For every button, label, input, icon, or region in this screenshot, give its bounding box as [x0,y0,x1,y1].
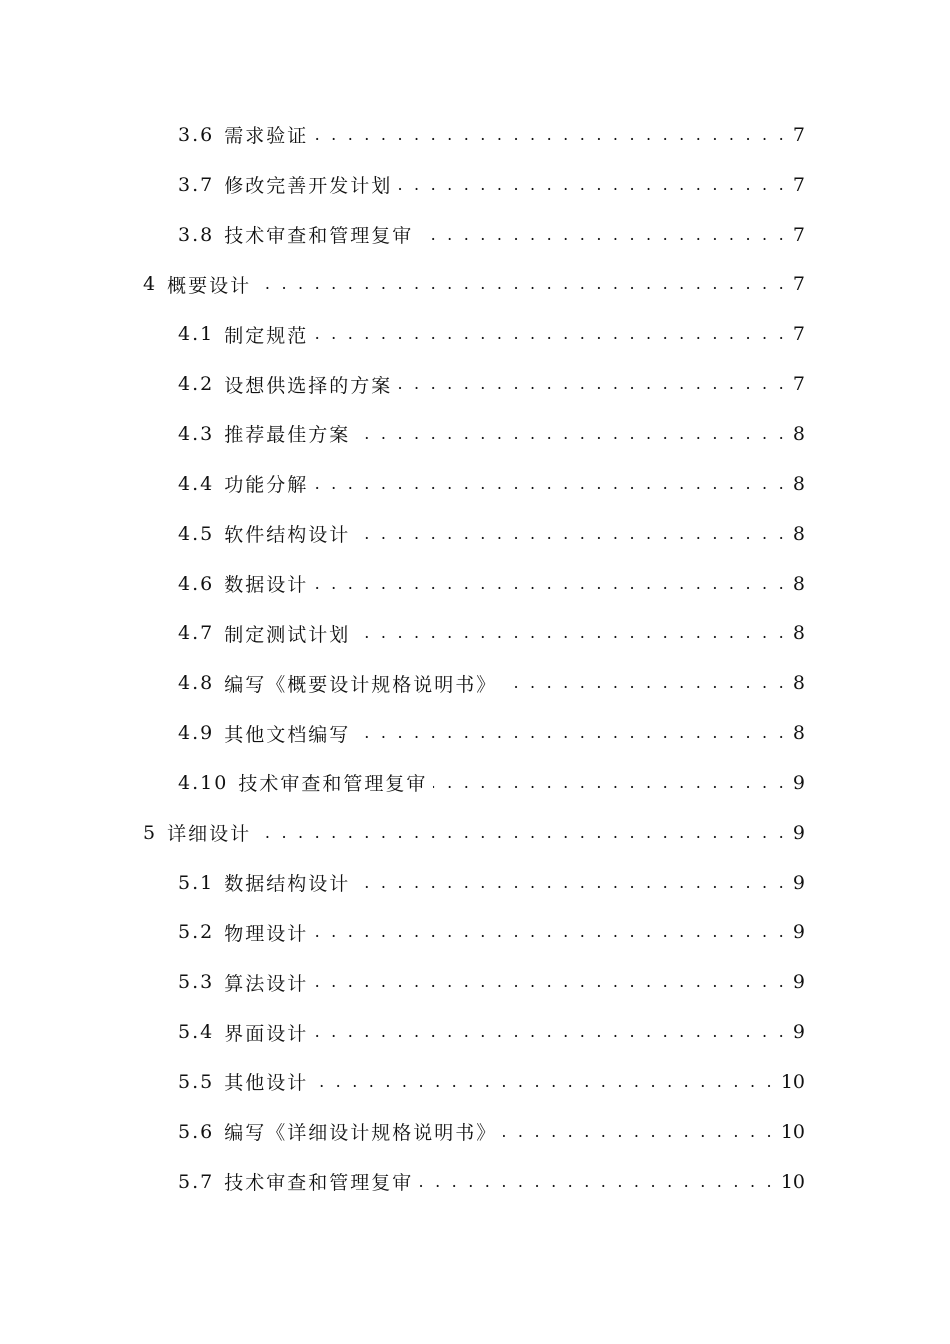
toc-entry-number: 4.4 [178,472,215,495]
toc-entry-title: 技术审查和管理复审 [238,773,428,796]
toc-dot-leader [398,173,787,197]
toc-entry-title: 物理设计 [224,922,309,945]
toc-entry-title: 详细设计 [167,823,252,846]
toc-entry-page-number: 9 [792,971,805,994]
toc-dot-leader [356,721,787,745]
toc-entry[interactable] [0,808,950,858]
toc-entry-page-number: 8 [792,572,805,595]
toc-entry-page-number: 8 [792,622,805,645]
toc-entry-number: 5.7 [178,1170,215,1193]
toc-entry-page-number: 9 [792,771,805,794]
toc-entry[interactable] [0,509,950,559]
toc-entry-number: 5.3 [178,971,215,994]
toc-dot-leader [419,1170,775,1194]
toc-dot-leader [356,422,787,446]
toc-entry-title: 其他文档编写 [224,723,351,746]
toc-entry[interactable] [0,758,950,808]
toc-entry-title: 编写《概要设计规格说明书》 [224,673,498,696]
toc-entry-number: 5.4 [178,1021,215,1044]
toc-entry[interactable] [0,1007,950,1057]
toc-entry-number: 4.6 [178,572,215,595]
toc-entry-title: 设想供选择的方案 [224,374,393,397]
toc-dot-leader [419,223,787,247]
toc-entry-title: 技术审查和管理复审 [224,225,414,248]
toc-entry-page-number: 9 [792,1021,805,1044]
toc-entry-title: 编写《详细设计规格说明书》 [224,1122,498,1145]
toc-entry-page-number: 9 [792,871,805,894]
table-of-contents [0,110,950,1207]
toc-entry-title: 数据结构设计 [224,873,351,896]
toc-entry-number: 4 [143,273,158,296]
toc-entry-page-number: 9 [792,821,805,844]
toc-entry-page-number: 7 [792,273,805,296]
toc-entry[interactable] [0,1107,950,1157]
toc-entry-title: 功能分解 [224,474,309,497]
toc-entry-number: 4.8 [178,672,215,695]
toc-dot-leader [503,1120,775,1144]
toc-entry-title: 需求验证 [224,125,309,148]
toc-dot-leader [356,522,787,546]
toc-entry-page-number: 9 [792,921,805,944]
toc-entry-page-number: 7 [792,223,805,246]
toc-entry-page-number: 10 [780,1120,805,1143]
toc-dot-leader [398,372,787,396]
toc-entry[interactable] [0,210,950,260]
toc-entry[interactable] [0,309,950,359]
toc-entry[interactable] [0,608,950,658]
toc-entry-title: 算法设计 [224,972,309,995]
toc-entry[interactable] [0,260,950,310]
toc-dot-leader [314,1070,775,1094]
toc-entry[interactable] [0,858,950,908]
toc-entry[interactable] [0,708,950,758]
toc-entry[interactable] [0,359,950,409]
toc-entry[interactable] [0,957,950,1007]
toc-entry[interactable] [0,459,950,509]
toc-entry-number: 5 [143,821,158,844]
toc-dot-leader [314,572,787,596]
toc-entry[interactable] [0,160,950,210]
toc-entry-title: 概要设计 [167,274,252,297]
toc-entry[interactable] [0,409,950,459]
toc-dot-leader [503,671,787,695]
toc-entry-title: 制定规范 [224,324,309,347]
toc-entry-number: 5.6 [178,1120,215,1143]
toc-entry-number: 3.7 [178,173,215,196]
toc-entry-number: 4.2 [178,373,215,396]
toc-dot-leader [257,821,787,845]
toc-entry-number: 5.2 [178,921,215,944]
toc-entry[interactable] [0,559,950,609]
toc-entry-page-number: 8 [792,672,805,695]
toc-entry-page-number: 7 [792,173,805,196]
toc-entry-number: 4.9 [178,722,215,745]
toc-entry-page-number: 7 [792,373,805,396]
toc-entry[interactable] [0,1057,950,1107]
toc-entry-number: 5.1 [178,871,215,894]
toc-dot-leader [314,123,787,147]
toc-entry-title: 修改完善开发计划 [224,175,393,198]
toc-dot-leader [257,272,787,296]
toc-entry-title: 软件结构设计 [224,524,351,547]
toc-entry-number: 4.7 [178,622,215,645]
toc-dot-leader [433,771,787,795]
toc-entry-page-number: 10 [780,1170,805,1193]
toc-entry-title: 其他设计 [224,1072,309,1095]
toc-entry-title: 数据设计 [224,574,309,597]
toc-dot-leader [314,322,787,346]
toc-entry-title: 技术审查和管理复审 [224,1172,414,1195]
toc-dot-leader [356,871,787,895]
toc-entry[interactable] [0,908,950,958]
toc-entry-title: 界面设计 [224,1022,309,1045]
toc-dot-leader [356,621,787,645]
toc-entry-number: 5.5 [178,1070,215,1093]
toc-entry-number: 4.3 [178,422,215,445]
toc-entry-number: 3.6 [178,123,215,146]
toc-dot-leader [314,472,787,496]
toc-entry-page-number: 8 [792,722,805,745]
toc-entry-title: 推荐最佳方案 [224,424,351,447]
toc-entry[interactable] [0,1157,950,1207]
toc-entry-number: 3.8 [178,223,215,246]
toc-dot-leader [314,920,787,944]
toc-entry-number: 4.10 [178,771,229,794]
toc-dot-leader [314,1020,787,1044]
toc-entry-page-number: 8 [792,522,805,545]
toc-entry-page-number: 7 [792,123,805,146]
toc-entry-number: 4.5 [178,522,215,545]
toc-dot-leader [314,970,787,994]
toc-entry-number: 4.1 [178,323,215,346]
toc-entry-page-number: 8 [792,472,805,495]
toc-entry[interactable] [0,658,950,708]
toc-entry-title: 制定测试计划 [224,623,351,646]
toc-entry-page-number: 7 [792,323,805,346]
toc-entry-page-number: 10 [780,1070,805,1093]
toc-entry-page-number: 8 [792,422,805,445]
toc-entry[interactable] [0,110,950,160]
